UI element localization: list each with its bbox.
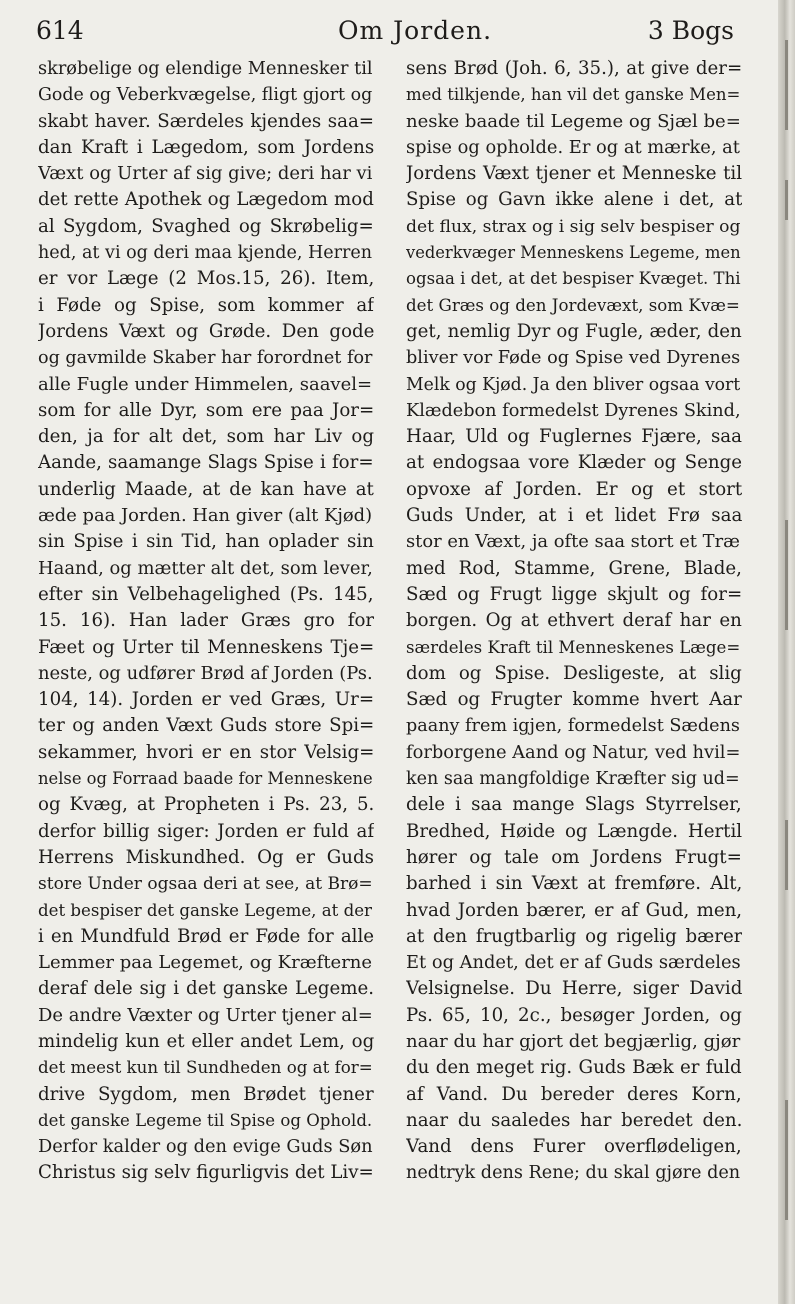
text-line: dan Kraft i Lægedom, som Jordens [38, 136, 374, 158]
text-line: alle Fugle under Himmelen, saavel= [38, 373, 373, 395]
page-header [36, 16, 734, 50]
text-line: Haar, Uld og Fuglernes Fjære, saa [406, 426, 742, 448]
text-line: Guds Under, at i et lidet Frø saa [406, 505, 742, 527]
text-line: Haand, og mætter alt det, som lever, [38, 557, 373, 579]
text-line: med tilkjende, han vil det ganske Men= [406, 85, 741, 105]
text-line: Lemmer paa Legemet, og Kræfterne [38, 952, 373, 974]
text-line: Velsignelse. Du Herre, siger David [406, 978, 742, 1000]
text-line: hed, at vi og deri maa kjende, Herren [38, 243, 373, 264]
page-number: 614 [36, 16, 84, 45]
text-line: som for alle Dyr, som ere paa Jor= [38, 399, 374, 421]
text-line: æde paa Jorden. Han giver (alt Kjød) [38, 505, 373, 527]
text-line: Derfor kalder og den evige Guds Søn [38, 1136, 373, 1158]
text-line: Melk og Kjød. Ja den bliver ogsaa vort [406, 374, 741, 395]
text-line: bliver vor Føde og Spise ved Dyrenes [406, 348, 741, 369]
text-line: Jordens Væxt tjener et Menneske til [406, 163, 742, 185]
edge-mark [785, 180, 788, 220]
text-line: vederkvæger Menneskens Legeme, men [406, 243, 741, 263]
text-line: nedtryk dens Rene; du skal gjøre den [406, 1163, 741, 1184]
text-line: ogsaa i det, at det bespiser Kvæget. Thi [406, 269, 741, 289]
text-line: at den frugtbarlig og rigelig bærer [406, 925, 742, 947]
text-line: Fæet og Urter til Menneskens Tje= [38, 636, 374, 658]
text-line: særdeles Kraft til Menneskenes Læge= [406, 637, 741, 657]
text-line: hører og tale om Jordens Frugt= [406, 846, 742, 868]
text-line: get, nemlig Dyr og Fugle, æder, den [406, 320, 742, 342]
text-line: 15. 16). Han lader Græs gro for [38, 610, 374, 632]
text-line: og gavmilde Skaber har forordnet for [38, 348, 373, 369]
text-line: naar du har gjort det begjærlig, gjør [406, 1030, 741, 1052]
text-line: Væxt og Urter af sig give; deri har vi [38, 163, 373, 185]
text-line: spise og opholde. Er og at mærke, at [406, 136, 740, 158]
text-line: ter og anden Væxt Guds store Spi= [38, 715, 374, 737]
text-line: neske baade til Legeme og Sjæl be= [406, 110, 741, 132]
text-line: i en Mundfuld Brød er Føde for alle [38, 925, 374, 947]
text-line: naar du saaledes har beredet den. [406, 1109, 742, 1131]
text-line: Herrens Miskundhed. Og er Guds [38, 846, 374, 868]
text-line: du den meget rig. Guds Bæk er fuld [406, 1057, 742, 1079]
text-line: derfor billig siger: Jorden er fuld af [38, 820, 374, 842]
text-line: dele i saa mange Slags Styrrelser, [406, 794, 742, 816]
text-line: Bredhed, Høide og Længde. Hertil [406, 820, 742, 842]
edge-mark [785, 820, 788, 890]
text-line: underlig Maade, at de kan have at [38, 478, 374, 500]
text-line: sin Spise i sin Tid, han oplader sin [38, 531, 374, 553]
text-line: forborgene Aand og Natur, ved hvil= [406, 741, 741, 763]
text-line: det rette Apothek og Lægedom mod [38, 189, 374, 211]
page-edge [778, 0, 795, 1304]
text-line: drive Sygdom, men Brødet tjener [38, 1083, 374, 1105]
text-line: Ps. 65, 10, 2c., besøger Jorden, og [406, 1004, 742, 1026]
text-line: i Føde og Spise, som kommer af [38, 294, 374, 316]
text-line: nelse og Forraad baade for Menneskene [38, 769, 373, 789]
running-title: Om Jorden. [338, 16, 493, 45]
text-line: De andre Væxter og Urter tjener al= [38, 1004, 373, 1026]
text-line: sekammer, hvori er en stor Velsig= [38, 741, 374, 763]
text-line: efter sin Velbehagelighed (Ps. 145, [38, 583, 374, 605]
text-line: Sæd og Frugt ligge skjult og for= [406, 583, 742, 605]
text-line: med Rod, Stamme, Grene, Blade, [406, 557, 742, 579]
text-line: 104, 14). Jorden er ved Græs, Ur= [38, 689, 374, 711]
text-line: store Under ogsaa deri at see, at Brø= [38, 874, 373, 895]
text-line: Vand dens Furer overflødeligen, [406, 1136, 742, 1158]
text-line: neste, og udfører Brød af Jorden (Ps. [38, 662, 373, 684]
text-line: det meest kun til Sundheden og at for= [38, 1058, 373, 1078]
text-line: Sæd og Frugter komme hvert Aar [406, 689, 742, 711]
text-line: ken saa mangfoldige Kræfter sig ud= [406, 769, 740, 790]
text-line: Klædebon formedelst Dyrenes Skind, [406, 400, 741, 421]
text-line: det bespiser det ganske Legeme, at der [38, 900, 372, 920]
text-line: er vor Læge (2 Mos.15, 26). Item, [38, 268, 374, 290]
text-line: barhed i sin Væxt at fremføre. Alt, [406, 873, 742, 895]
text-line: sens Brød (Joh. 6, 35.), at give der= [406, 58, 742, 79]
text-line: deraf dele sig i det ganske Legeme. [38, 978, 374, 1000]
text-line: Gode og Veberkvægelse, fligt gjort og [38, 85, 373, 106]
text-line: at endogsaa vore Klæder og Senge [406, 452, 742, 474]
text-line: det ganske Legeme til Spise og Ophold. [38, 1110, 373, 1130]
text-line: hvad Jorden bærer, er af Gud, men, [406, 899, 742, 921]
edge-mark [785, 520, 788, 630]
text-line: Aande, saamange Slags Spise i for= [38, 452, 374, 474]
text-line: af Vand. Du bereder deres Korn, [406, 1083, 742, 1105]
text-line: det Græs og den Jordevæxt, som Kvæ= [406, 295, 740, 315]
edge-mark [785, 1100, 788, 1220]
text-line: Spise og Gavn ikke alene i det, at [406, 189, 742, 211]
text-line: stor en Væxt, ja ofte saa stort et Træ [406, 531, 740, 553]
text-line: Christus sig selv figurligvis det Liv= [38, 1162, 374, 1184]
text-line: skabt haver. Særdeles kjendes saa= [38, 110, 374, 132]
edge-mark [785, 40, 788, 130]
right-text-column [406, 56, 742, 1187]
text-line: opvoxe af Jorden. Er og et stort [406, 478, 742, 500]
text-line: Et og Andet, det er af Guds særdeles [406, 952, 741, 974]
text-line: mindelig kun et eller andet Lem, og [38, 1030, 374, 1052]
text-line: Jordens Væxt og Grøde. Den gode [38, 320, 374, 342]
text-line: og Kvæg, at Propheten i Ps. 23, 5. [38, 794, 374, 816]
text-line: dom og Spise. Desligeste, at slig [406, 662, 742, 684]
text-line: paany frem igjen, formedelst Sædens [406, 716, 740, 737]
text-line: skrøbelige og elendige Mennesker til [38, 59, 373, 79]
book-label: 3 Bogs [647, 16, 734, 45]
left-text-column [38, 56, 374, 1187]
text-line: det flux, strax og i sig selv bespiser og [406, 216, 741, 237]
text-line: borgen. Og at ethvert deraf har en [406, 610, 742, 632]
text-line: al Sygdom, Svaghed og Skrøbelig= [38, 215, 374, 237]
text-line: den, ja for alt det, som har Liv og [38, 426, 374, 448]
